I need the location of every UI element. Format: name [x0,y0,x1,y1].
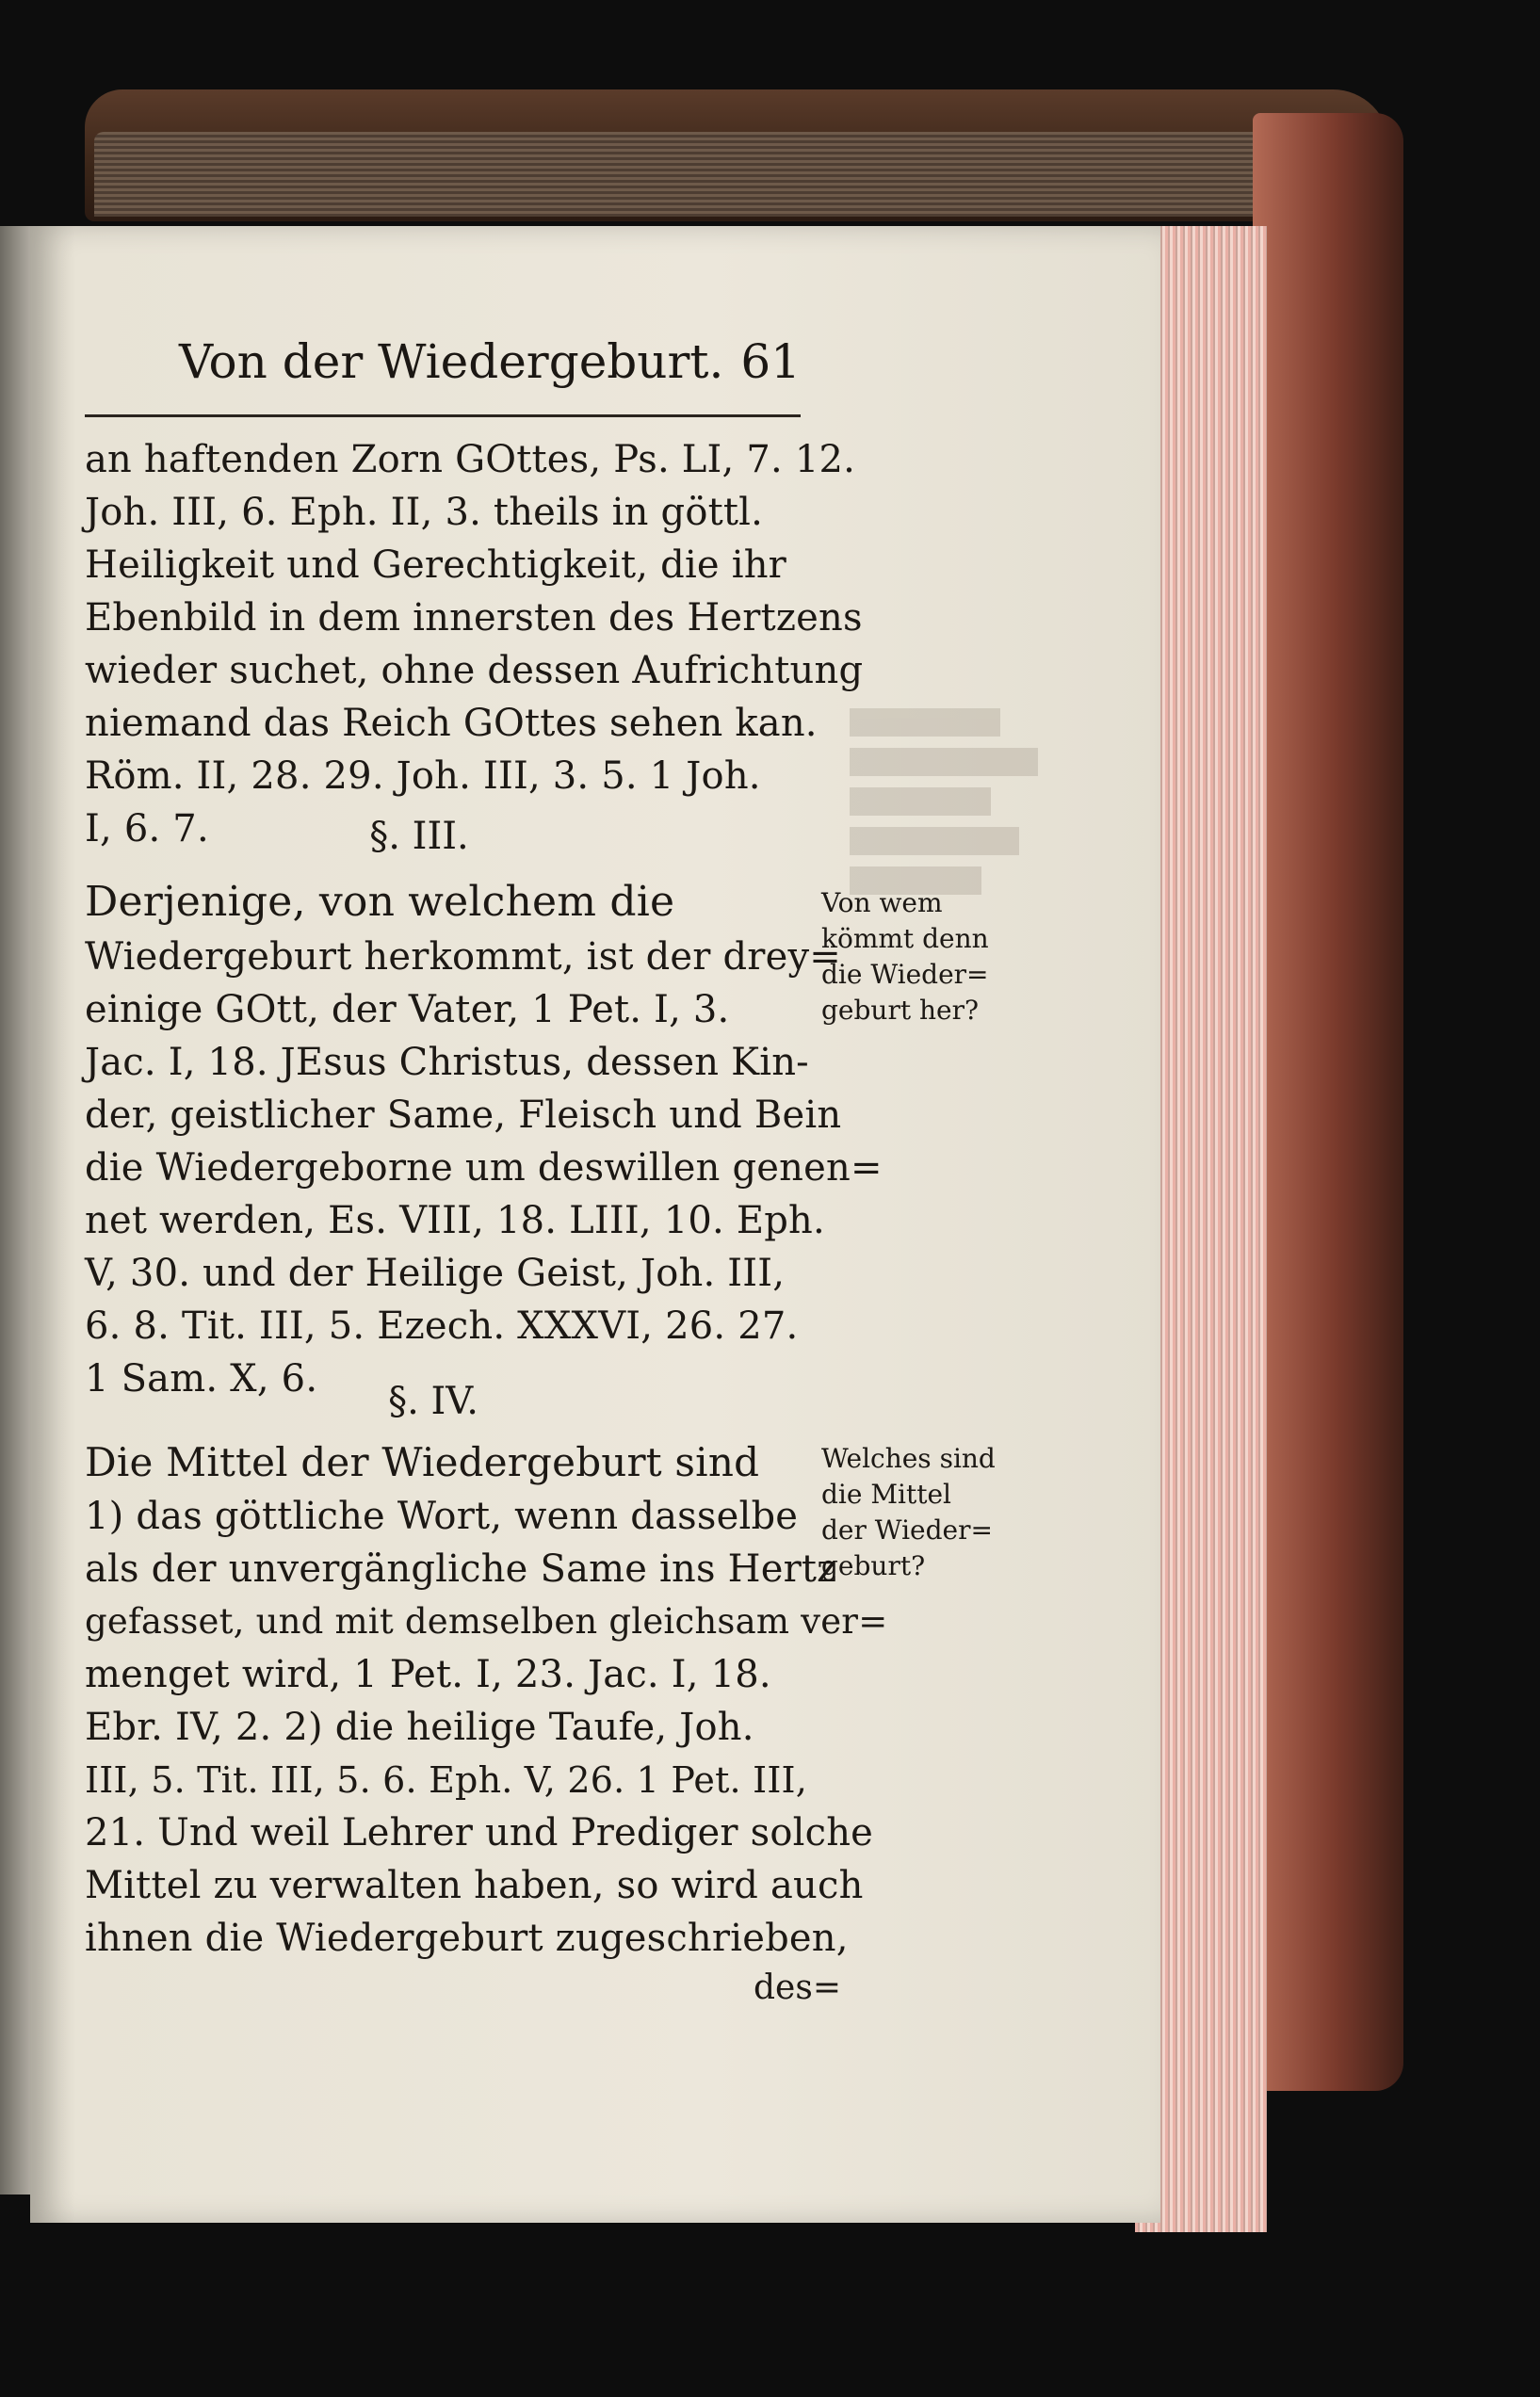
body-line: Mittel zu verwalten haben, so wird auch [85,1864,864,1907]
margin-note-line: kömmt denn [821,923,989,954]
running-header [179,334,801,400]
catchword: des= [754,1968,841,2007]
body-line: III, 5. Tit. III, 5. 6. Eph. V, 26. 1 Pet. III, [85,1759,808,1801]
margin-note-line: die Wieder= [821,959,989,990]
body-line: gefasset, und mit demselben gleichsam ver= [85,1601,888,1642]
body-line: ihnen die Wiedergeburt zugeschrieben, [85,1917,849,1960]
margin-note-line: geburt? [821,1550,926,1581]
body-line: der, geistlicher Same, Fleisch und Bein [85,1093,842,1137]
show-through [850,697,1066,1921]
body-line: einige GOtt, der Vater, 1 Pet. I, 3. [85,988,730,1031]
body-line: die Wiedergeborne um deswillen genen= [85,1146,883,1190]
margin-note-3 [821,885,1038,1028]
margin-note-line: Welches sind [821,1443,996,1474]
section-heading: §. III. [369,815,469,858]
body-line: 1) das göttliche Wort, wenn dasselbe [85,1495,799,1538]
body-line: 6. 8. Tit. III, 5. Ezech. XXXVI, 26. 27. [85,1304,799,1348]
body-line: an haftenden Zorn GOttes, Ps. LI, 7. 12. [85,438,856,481]
body-line: net werden, Es. VIII, 18. LIII, 10. Eph. [85,1199,825,1242]
body-line: Röm. II, 28. 29. Joh. III, 3. 5. 1 Joh. [85,754,761,798]
body-line: niemand das Reich GOttes sehen kan. [85,702,818,745]
section-heading: §. IV. [388,1380,478,1423]
book-cover-edge [1253,113,1403,2091]
body-line: Heiligkeit und Gerechtigkeit, die ihr [85,543,786,587]
body-line: Derjenige, von welchem die [85,878,675,926]
margin-note-line: geburt her? [821,995,979,1026]
body-line: 21. Und weil Lehrer und Prediger solche [85,1811,874,1854]
body-line: als der unvergängliche Same ins Hertz [85,1547,837,1591]
header-title: Von der Wiedergeburt. [179,334,724,389]
body-line: Die Mittel der Wiedergeburt sind [85,1439,760,1485]
margin-note-line: Von wem [821,887,943,918]
margin-note-line: die Mittel [821,1479,952,1510]
page-block-top [94,132,1262,217]
body-line: I, 6. 7. [85,807,209,850]
page-number: 61 [740,334,801,389]
header-rule [85,414,801,417]
body-line: Ebr. IV, 2. 2) die heilige Taufe, Joh. [85,1706,754,1749]
margin-note-4 [821,1441,1038,1584]
body-line: Joh. III, 6. Eph. II, 3. theils in göttl. [85,491,764,534]
body-line: Ebenbild in dem innersten des Hertzens [85,596,863,640]
body-line: Jac. I, 18. JEsus Christus, dessen Kin- [85,1041,809,1084]
body-line: 1 Sam. X, 6. [85,1357,318,1401]
body-line: Wiedergeburt herkommt, ist der drey= [85,935,842,979]
margin-note-line: der Wieder= [821,1514,993,1546]
body-line: V, 30. und der Heilige Geist, Joh. III, [85,1252,786,1295]
body-line: menget wird, 1 Pet. I, 23. Jac. I, 18. [85,1653,771,1696]
body-line: wieder suchet, ohne dessen Aufrichtung [85,649,864,692]
